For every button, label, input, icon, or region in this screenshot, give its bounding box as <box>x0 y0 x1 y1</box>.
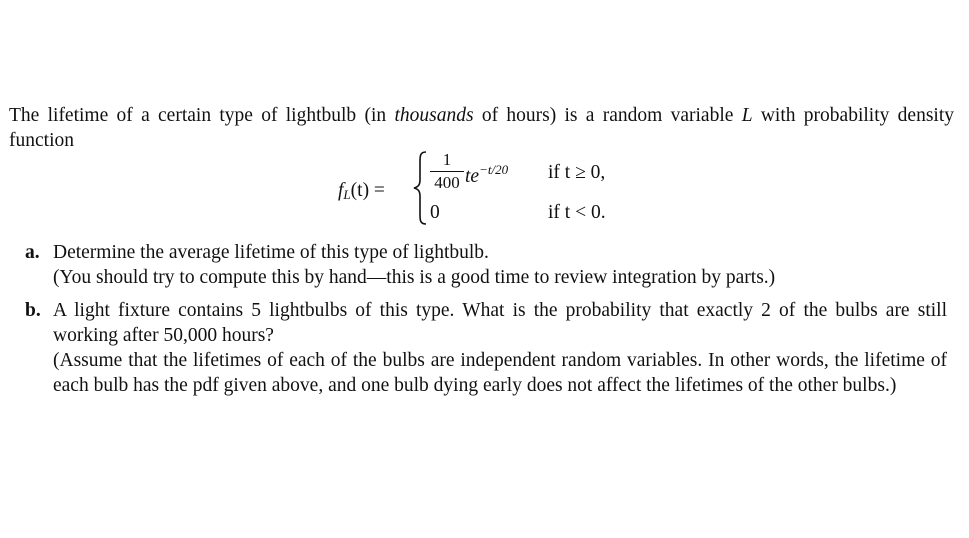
lhs-function: f <box>338 180 344 201</box>
lhs-rest: (t) = <box>350 180 385 201</box>
equation-lhs <box>338 180 385 203</box>
problem-intro <box>9 103 954 153</box>
left-brace-icon <box>411 150 429 226</box>
part-b-line-2: (Assume that the lifetimes of each of the bulbs are independent random variables. In other words, the lifetime of each bulb has the pdf given above, and one bulb dying early does not affect the lifetimes of the other bulbs.) <box>53 350 947 396</box>
part-a-line-1: Determine the average lifetime of this type of lightbulb. <box>53 242 489 263</box>
part-a-label: a. <box>25 242 40 263</box>
part-b-line-1: A light fixture contains 5 lightbulbs of this type. What is the probability that exactly 2 of the bulbs are still working after 50,000 hours? <box>53 300 947 346</box>
case1-condition: if t ≥ 0, <box>548 162 606 183</box>
intro-text-3: with probability density function <box>9 105 954 151</box>
lhs-subscript: L <box>343 187 351 202</box>
fraction-bar <box>430 171 464 172</box>
intro-emphasis: thousands <box>394 105 474 126</box>
part-b-label: b. <box>25 300 41 321</box>
part-a <box>25 240 947 290</box>
case2-condition: if t < 0. <box>548 202 606 223</box>
case1-expression <box>465 162 508 188</box>
case2-value: 0 <box>430 202 440 223</box>
expr-exponent: −t/20 <box>479 162 509 177</box>
intro-text-1: The lifetime of a certain type of lightbulb (in <box>9 105 395 126</box>
fraction <box>430 150 464 193</box>
intro-text-2: of hours) is a random variable <box>473 105 742 126</box>
part-b-body <box>53 298 947 398</box>
part-b <box>25 298 947 398</box>
part-a-body <box>53 240 947 290</box>
fraction-numerator: 1 <box>442 150 452 169</box>
pdf-equation <box>0 150 969 230</box>
intro-variable: L <box>741 105 753 126</box>
fraction-denominator: 400 <box>434 173 460 192</box>
expr-base: te <box>465 166 480 187</box>
part-a-line-2: (You should try to compute this by hand—this is a good time to review integration by parts.) <box>53 267 776 288</box>
